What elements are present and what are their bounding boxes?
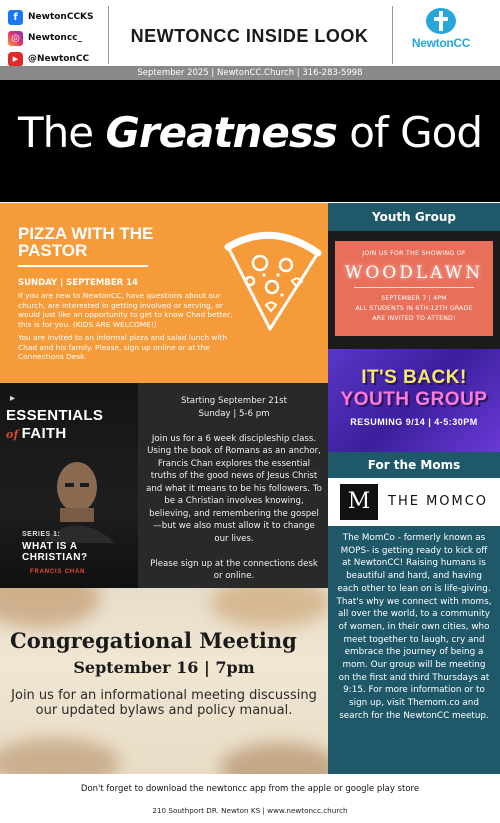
book-author: FRANCIS CHAN <box>30 569 86 575</box>
youth-group-back-flyer <box>328 349 500 452</box>
book-subtitle <box>6 425 136 442</box>
momco-logo-mark: M <box>340 484 378 520</box>
youth-back-line1: IT'S BACK! <box>361 367 467 388</box>
pizza-with-pastor-section <box>0 203 328 383</box>
instagram-icon: ◎ <box>8 31 23 46</box>
essentials-body: Join us for a 6 week discipleship class. Using the book of Romans as an anchor, Francis Chan explores the essential truths of the good news of Jesus Christ and what it means to be his followers. To be a Christian involves knowing, believing, and remembering the gospel—but we also must allow it to change our lives. <box>146 433 322 544</box>
youtube-icon: ▶ <box>8 52 23 67</box>
essentials-of-faith-section <box>0 383 328 588</box>
essentials-start: Starting September 21st <box>180 396 288 406</box>
woodlawn-attend: ARE INVITED TO ATTEND! <box>372 315 456 322</box>
essentials-description <box>146 395 322 595</box>
header-divider-left <box>108 6 109 64</box>
author-portrait-icon <box>40 453 115 543</box>
cross-logo-icon <box>426 8 456 34</box>
facebook-handle: NewtonCCKS <box>28 12 94 22</box>
bokeh-bg <box>0 738 120 774</box>
bokeh-bg <box>210 588 328 628</box>
meeting-description: Join us for an informational meeting discussing our updated bylaws and policy manual. <box>11 688 317 718</box>
woodlawn-title: WOODLAWN <box>344 263 484 283</box>
moms-heading: For the Moms <box>328 452 500 478</box>
book-of: of <box>6 428 19 441</box>
newsletter-title: NEWTONCC INSIDE LOOK <box>130 26 369 46</box>
essentials-book-cover <box>0 383 138 588</box>
header-divider-right <box>392 6 393 64</box>
pizza-description: If you are new to NewtonCC, have questions about our church, are interested in getting involved or serving, or would just like an opportunity to get to know Chad better, this is for you. (KIDS ARE WELCOME!) <box>18 291 233 329</box>
youtube-handle: @NewtonCC <box>28 54 90 64</box>
social-links <box>8 8 108 71</box>
pizza-title-rule <box>18 265 148 267</box>
meeting-title: Congregational Meeting <box>10 628 297 653</box>
bokeh-bg <box>0 588 100 628</box>
woodlawn-invite: JOIN US FOR THE SHOWING OF <box>362 250 466 257</box>
youth-back-line3: RESUMING 9/14 | 4-5:30PM <box>350 417 478 427</box>
instagram-handle: Newtoncc_ <box>28 33 83 43</box>
essentials-time: Sunday | 5-6 pm <box>198 408 270 419</box>
app-download-note: Don't forget to download the newtoncc app from the apple or google play store <box>80 784 420 794</box>
pizza-title: PIZZA WITH THE PASTOR <box>18 224 154 260</box>
youth-group-heading: Youth Group <box>328 203 500 231</box>
book-faith: FAITH <box>21 425 67 442</box>
hero-title-strong: Greatness <box>105 108 337 157</box>
hero-title-suffix: of God <box>336 108 483 157</box>
logo-text: NewtonCC <box>411 36 471 50</box>
momco-description: The MomCo - formerly known as MOPS- is getting ready to kick off at NewtonCC! Raising humans is beautiful and hard, and having each other to lean on is life-giving. That's why we connect with moms, all over the world, to a community of women, in their own cities, who meet together to laugh, cry and embrace the journey of being a mom. Our group will be meeting on the first and third Thursdays at 9:15. For more information or to sign up, visit Themom.co and search for the NewtonCC meetup. <box>328 526 500 774</box>
pizza-slice-icon <box>220 225 325 335</box>
woodlawn-info <box>335 294 493 324</box>
momco-logo <box>328 478 500 526</box>
church-logo <box>411 8 471 60</box>
book-title: ESSENTIALS <box>6 407 104 424</box>
essentials-signup: Please sign up at the connections desk or online. <box>150 558 318 581</box>
book-question: WHAT IS A CHRISTIAN? <box>22 541 88 563</box>
book-series: SERIES 1: <box>22 531 61 538</box>
youth-back-line2: YOUTH GROUP <box>340 389 488 410</box>
info-bar: September 2025 | NewtonCC.Church | 316-283-5998 <box>0 66 500 80</box>
social-facebook[interactable] <box>8 8 108 26</box>
congregational-meeting-section <box>0 588 328 774</box>
meeting-date: September 16 | 7pm <box>73 658 255 677</box>
facebook-icon: f <box>8 10 23 25</box>
woodlawn-who: ALL STUDENTS IN 6TH-12TH GRADE <box>355 305 473 312</box>
church-address: 210 Southport DR. Newton KS | www.newtoncc.church <box>152 806 348 815</box>
pizza-date: SUNDAY | SEPTEMBER 14 <box>18 278 138 288</box>
hero-banner <box>0 80 500 202</box>
woodlawn-panel <box>335 241 493 336</box>
pizza-invitation: You are invited to an informal pizza and salad lunch with Chad and his family. Please, sign up online or at the Connections Desk. <box>18 333 228 362</box>
hero-title <box>0 108 500 157</box>
social-instagram[interactable] <box>8 29 108 47</box>
woodlawn-date: SEPTEMBER 7 | 4PM <box>381 295 447 302</box>
hero-title-prefix: The <box>17 108 106 157</box>
momco-logo-word: THE MOMCO <box>388 494 489 509</box>
bokeh-bg <box>220 743 328 774</box>
play-mark-icon: ▸ <box>10 393 16 404</box>
woodlawn-divider <box>354 287 474 288</box>
woodlawn-flyer <box>328 231 500 349</box>
